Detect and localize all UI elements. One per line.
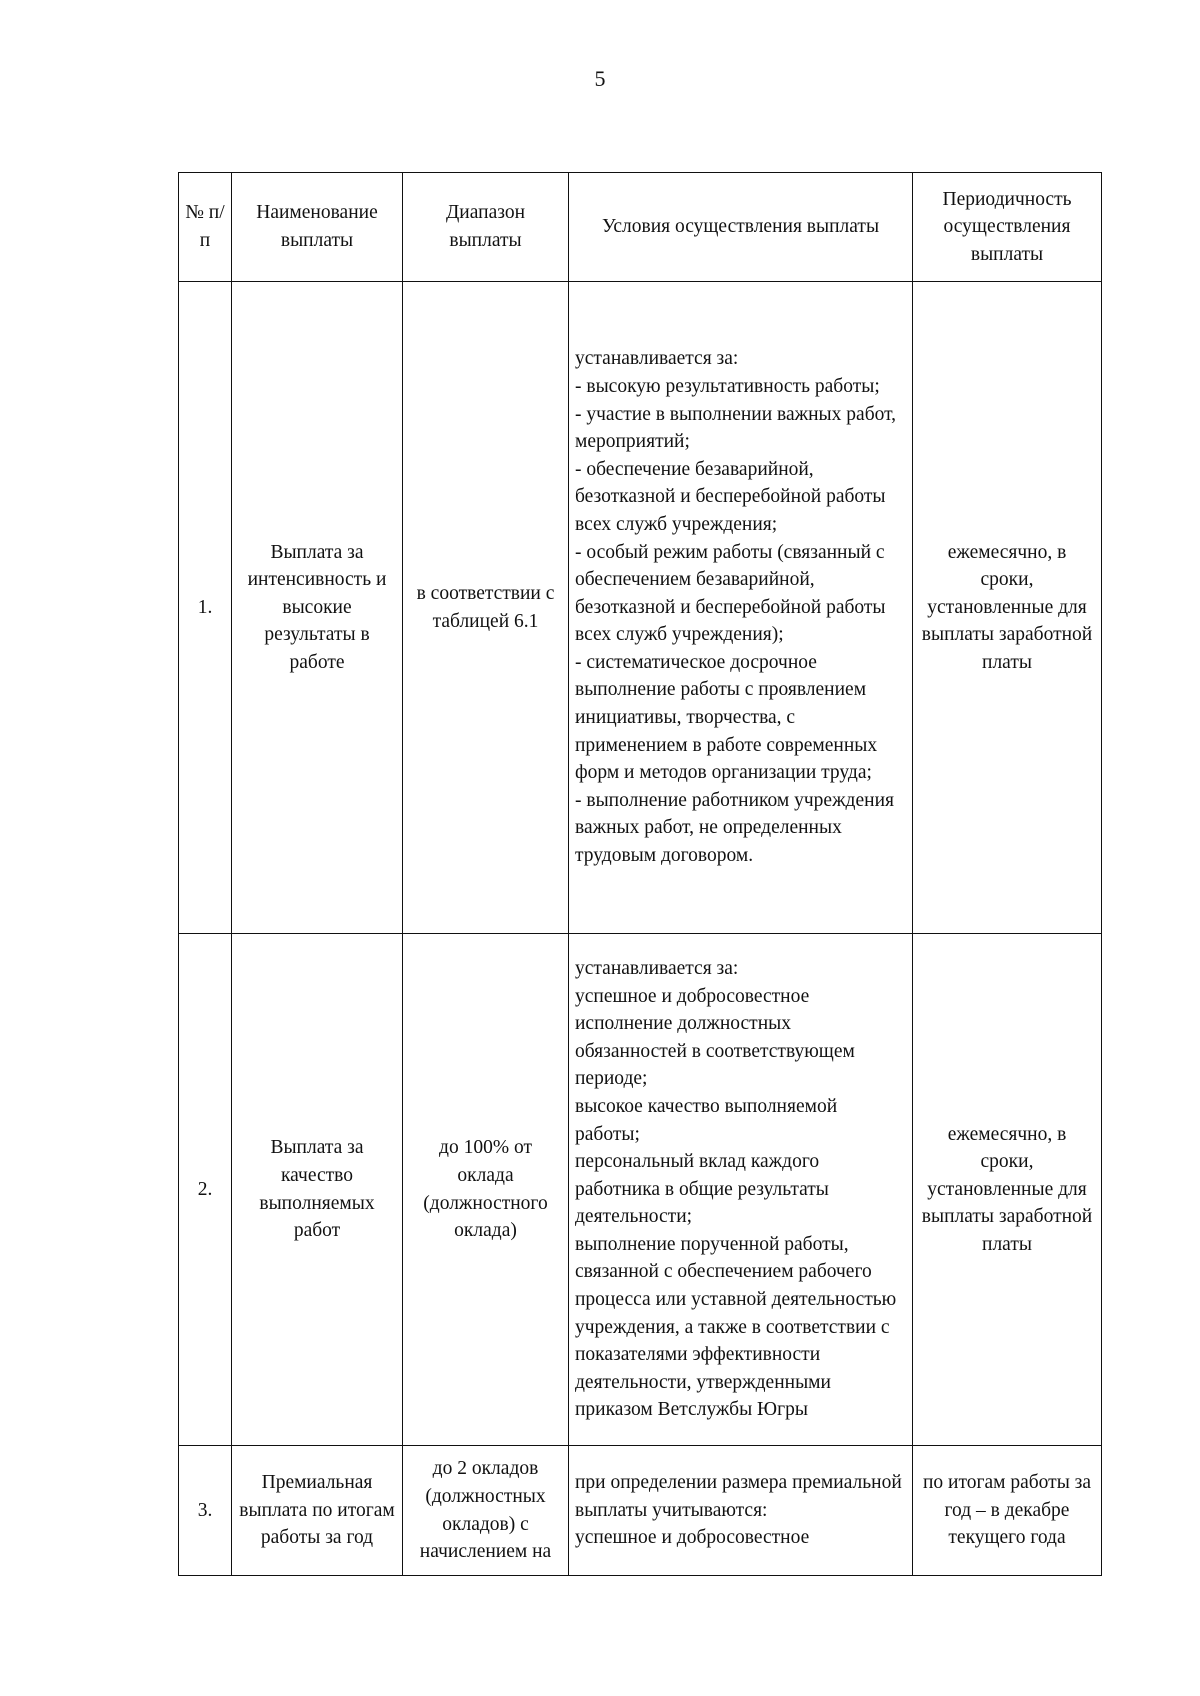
row-number: 2. (179, 934, 232, 1446)
condition-line: выполнение порученной работы, связанной с обеспечением рабочего процесса или уставной деятельностью учреждения, а также в соответствии с показателями эффективности деятельности, утвержденными приказом Ветслужбы Югры (575, 1233, 897, 1421)
header-num: № п/п (179, 173, 232, 282)
condition-line: - участие в выполнении важных работ, мероприятий; (575, 403, 897, 453)
row-number: 1. (179, 282, 232, 934)
table-row (179, 1446, 1102, 1576)
condition-line: успешное и добросовестное (575, 1527, 810, 1549)
header-range: Диапазон выплаты (403, 173, 569, 282)
header-period: Периодичность осуществления выплаты (913, 173, 1102, 282)
header-name: Наименование выплаты (232, 173, 403, 282)
payment-name: Премиальная выплата по итогам работы за год (232, 1446, 403, 1576)
condition-line: - обеспечение безаварийной, безотказной и бесперебойной работы всех служб учреждения; (575, 458, 886, 535)
row-number: 3. (179, 1446, 232, 1576)
payment-conditions (569, 934, 913, 1446)
condition-line: - высокую результативность работы; (575, 375, 880, 397)
payment-range: до 2 окладов (должностных окладов) с начислением на (403, 1446, 569, 1576)
table-header-row (179, 173, 1102, 282)
header-conditions: Условия осуществления выплаты (569, 173, 913, 282)
payment-range: в соответствии с таблицей 6.1 (403, 282, 569, 934)
condition-line: устанавливается за: (575, 348, 739, 370)
payment-name: Выплата за качество выполняемых работ (232, 934, 403, 1446)
payment-period: по итогам работы за год – в декабре текущего года (913, 1446, 1102, 1576)
condition-line: высокое качество выполняемой работы; (575, 1095, 838, 1145)
payment-conditions (569, 282, 913, 934)
condition-line: - систематическое досрочное выполнение работы с проявлением инициативы, творчества, с применением в работе современных форм и методов организации труда; (575, 651, 878, 784)
condition-line: - особый режим работы (связанный с обеспечением безаварийной, безотказной и бесперебойной работы всех служб учреждения); (575, 541, 886, 646)
condition-line: успешное и добросовестное исполнение должностных обязанностей в соответствующем периоде; (575, 985, 855, 1090)
payment-range: до 100% от оклада (должностного оклада) (403, 934, 569, 1446)
payment-conditions (569, 1446, 913, 1576)
condition-line: персональный вклад каждого работника в общие результаты деятельности; (575, 1151, 829, 1228)
payment-period: ежемесячно, в сроки, установленные для выплаты заработной платы (913, 934, 1102, 1446)
payments-table (178, 172, 1102, 1576)
payment-period: ежемесячно, в сроки, установленные для выплаты заработной платы (913, 282, 1102, 934)
condition-line: при определении размера премиальной выплаты учитываются: (575, 1472, 902, 1521)
condition-line: - выполнение работником учреждения важных работ, не определенных трудовым договором. (575, 789, 894, 867)
condition-line: устанавливается за: (575, 957, 739, 979)
page-number: 5 (594, 66, 606, 91)
table-row (179, 934, 1102, 1446)
table-row (179, 282, 1102, 934)
payment-name: Выплата за интенсивность и высокие результаты в работе (232, 282, 403, 934)
